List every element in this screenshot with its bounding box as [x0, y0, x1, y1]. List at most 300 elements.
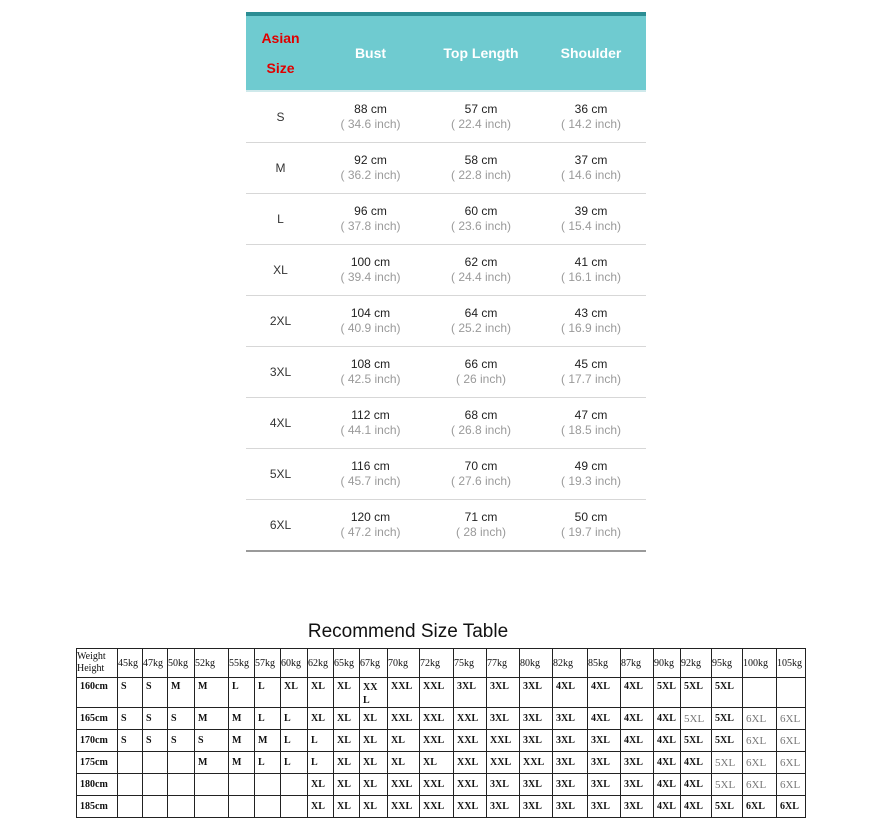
size-recommend-cell — [654, 796, 681, 818]
size-recommend-cell — [195, 752, 229, 774]
size-recommend-value: 3XL — [490, 801, 509, 812]
size-recommend-cell — [487, 752, 520, 774]
size-recommend-cell — [454, 796, 487, 818]
size-recommend-value: XL — [337, 801, 351, 812]
bust-inch: ( 37.8 inch) — [340, 219, 401, 233]
size-recommend-value: XL — [337, 779, 351, 790]
size-recommend-cell — [777, 708, 806, 730]
length-cm: 64 cm — [464, 306, 498, 320]
size-recommend-cell — [168, 774, 195, 796]
header-bust: Bust — [354, 45, 387, 61]
shoulder-cm: 47 cm — [574, 408, 608, 422]
length-inch: ( 28 inch) — [455, 525, 507, 539]
size-recommend-value: 5XL — [684, 712, 705, 725]
size-recommend-cell — [553, 730, 588, 752]
size-cell — [246, 92, 315, 142]
size-recommend-value: 5XL — [715, 756, 736, 769]
size-recommend-cell — [743, 730, 777, 752]
size-recommend-value: 4XL — [657, 801, 676, 812]
size-recommend-value: XL — [284, 681, 298, 692]
size-label: M — [275, 160, 286, 175]
weight-header: 92kg — [681, 649, 712, 678]
size-rows — [246, 92, 646, 552]
recommend-title: Recommend Size Table — [307, 621, 509, 642]
shoulder-inch: ( 15.4 inch) — [560, 219, 622, 233]
size-recommend-value: M — [198, 713, 208, 724]
size-recommend-value: 3XL — [523, 681, 542, 692]
length-cm: 71 cm — [464, 510, 498, 524]
size-recommend-cell — [681, 678, 712, 708]
size-recommend-cell — [229, 730, 255, 752]
weight-header-row — [77, 649, 806, 678]
size-recommend-cell — [588, 796, 621, 818]
size-recommend-value: 6XL — [746, 734, 767, 747]
size-recommend-value: L — [258, 757, 265, 768]
size-recommend-value: XL — [363, 713, 377, 724]
size-recommend-cell — [255, 708, 281, 730]
size-recommend-cell — [118, 708, 143, 730]
size-recommend-value: 4XL — [624, 681, 643, 692]
size-recommend-cell — [195, 708, 229, 730]
size-recommend-cell — [777, 730, 806, 752]
size-recommend-cell — [168, 752, 195, 774]
size-recommend-cell — [712, 752, 743, 774]
size-recommend-value: XL — [423, 757, 437, 768]
length-cm: 68 cm — [464, 408, 498, 422]
size-recommend-cell — [454, 730, 487, 752]
size-recommend-cell — [281, 752, 308, 774]
size-label: 4XL — [269, 415, 292, 430]
size-recommend-cell — [195, 730, 229, 752]
shoulder-cm: 36 cm — [574, 102, 608, 116]
size-recommend-cell — [520, 678, 553, 708]
size-label: L — [277, 211, 284, 226]
weight-header: 75kg — [454, 649, 487, 678]
length-cell — [426, 245, 536, 295]
size-recommend-cell — [520, 796, 553, 818]
shoulder-cell — [536, 143, 646, 193]
size-recommend-value: 3XL — [556, 713, 575, 724]
size-recommend-value: L — [232, 681, 239, 692]
height-value: 180cm — [80, 779, 108, 790]
shoulder-inch: ( 17.7 inch) — [560, 372, 622, 386]
size-recommend-value: 3XL — [523, 801, 542, 812]
size-recommend-value: 5XL — [715, 713, 734, 724]
size-recommend-value: XL — [311, 779, 325, 790]
size-recommend-value: M — [198, 757, 208, 768]
size-recommend-cell — [420, 708, 454, 730]
size-recommend-value: XL — [337, 757, 351, 768]
size-recommend-cell — [420, 730, 454, 752]
weight-header: 60kg — [281, 649, 308, 678]
weight-header: 77kg — [487, 649, 520, 678]
size-row — [246, 398, 646, 449]
size-recommend-cell — [588, 678, 621, 708]
bust-cm: 92 cm — [354, 153, 387, 167]
size-recommend-cell — [520, 730, 553, 752]
size-recommend-value: S — [121, 681, 127, 692]
bust-cm: 100 cm — [350, 255, 391, 269]
size-recommend-cell — [743, 708, 777, 730]
bust-cell — [315, 194, 426, 244]
size-recommend-cell — [388, 730, 420, 752]
shoulder-cm: 49 cm — [574, 459, 608, 473]
height-label — [77, 796, 118, 818]
shoulder-inch: ( 19.7 inch) — [560, 525, 622, 539]
size-recommend-value: XXL — [490, 757, 512, 768]
size-recommend-value: 4XL — [657, 713, 676, 724]
size-recommend-cell — [118, 752, 143, 774]
size-recommend-cell — [743, 752, 777, 774]
size-recommend-cell — [553, 796, 588, 818]
size-recommend-cell — [118, 774, 143, 796]
weight-header: 82kg — [553, 649, 588, 678]
size-recommend-value: XXL — [423, 681, 445, 692]
size-recommend-cell — [681, 796, 712, 818]
size-recommend-cell — [553, 708, 588, 730]
shoulder-cm: 43 cm — [574, 306, 608, 320]
bust-cell — [315, 92, 426, 142]
bust-cm: 120 cm — [350, 510, 391, 524]
length-cm: 66 cm — [464, 357, 498, 371]
size-recommend-cell — [621, 752, 654, 774]
size-cell — [246, 347, 315, 397]
height-row — [77, 708, 806, 730]
size-recommend-value: XX L — [363, 682, 378, 706]
size-recommend-cell — [454, 752, 487, 774]
size-recommend-value — [743, 678, 776, 681]
length-cell — [426, 500, 536, 550]
size-cell — [246, 194, 315, 244]
size-recommend-cell — [712, 708, 743, 730]
size-recommend-cell — [118, 730, 143, 752]
size-row — [246, 245, 646, 296]
size-recommend-value: M — [198, 681, 208, 692]
bust-cell — [315, 347, 426, 397]
weight-header: 47kg — [143, 649, 168, 678]
size-recommend-value: 5XL — [715, 681, 734, 692]
size-recommend-cell — [255, 678, 281, 708]
size-recommend-value: XL — [337, 681, 351, 692]
size-recommend-value: 5XL — [684, 735, 703, 746]
size-cell — [246, 398, 315, 448]
bust-cell — [315, 143, 426, 193]
size-recommend-cell — [621, 796, 654, 818]
shoulder-cell — [536, 347, 646, 397]
size-recommend-value: S — [121, 713, 127, 724]
size-recommend-cell — [621, 774, 654, 796]
length-inch: ( 23.6 inch) — [450, 219, 512, 233]
shoulder-cm: 37 cm — [574, 153, 608, 167]
size-recommend-cell — [281, 678, 308, 708]
length-inch: ( 27.6 inch) — [450, 474, 512, 488]
size-recommend-value: L — [258, 713, 265, 724]
length-cm: 62 cm — [464, 255, 498, 269]
size-recommend-value: 3XL — [556, 801, 575, 812]
size-recommend-cell — [681, 708, 712, 730]
size-recommend-cell — [118, 678, 143, 708]
size-recommend-cell — [681, 730, 712, 752]
size-recommend-value: 4XL — [684, 757, 703, 768]
size-recommend-value: 4XL — [684, 801, 703, 812]
size-recommend-value: 3XL — [624, 801, 643, 812]
size-recommend-value: M — [232, 757, 242, 768]
height-value: 165cm — [80, 713, 108, 724]
shoulder-cell — [536, 500, 646, 550]
size-recommend-cell — [308, 752, 334, 774]
size-recommend-value: XXL — [490, 735, 512, 746]
bust-cm: 88 cm — [354, 102, 387, 116]
weight-header: 105kg — [777, 649, 806, 678]
size-label: 6XL — [269, 517, 292, 532]
size-recommend-cell — [255, 752, 281, 774]
height-value: 170cm — [80, 735, 108, 746]
height-row — [77, 796, 806, 818]
corner-height-label: Height — [77, 663, 105, 674]
size-recommend-value: XXL — [457, 757, 479, 768]
size-recommend-cell — [229, 678, 255, 708]
size-recommend-value: 3XL — [624, 779, 643, 790]
size-label: 2XL — [269, 313, 292, 328]
size-cell — [246, 500, 315, 550]
bust-cm: 108 cm — [350, 357, 391, 371]
size-recommend-cell — [360, 774, 388, 796]
weight-header: 67kg — [360, 649, 388, 678]
size-recommend-cell — [487, 678, 520, 708]
size-recommend-value: 4XL — [556, 681, 575, 692]
size-recommend-value: 3XL — [556, 735, 575, 746]
size-recommend-cell — [255, 774, 281, 796]
size-recommend-cell — [420, 752, 454, 774]
size-recommend-value: 4XL — [591, 681, 610, 692]
shoulder-inch: ( 18.5 inch) — [560, 423, 622, 437]
size-recommend-value: XXL — [423, 735, 445, 746]
size-recommend-value: 4XL — [624, 713, 643, 724]
size-recommend-value: XL — [391, 757, 405, 768]
size-recommend-value: 4XL — [657, 735, 676, 746]
size-recommend-cell — [143, 730, 168, 752]
shoulder-cell — [536, 398, 646, 448]
size-recommend-value: 3XL — [490, 779, 509, 790]
size-recommend-value: S — [146, 681, 152, 692]
size-recommend-value: 3XL — [591, 735, 610, 746]
size-recommend-cell — [454, 774, 487, 796]
height-row — [77, 752, 806, 774]
size-recommend-cell — [420, 796, 454, 818]
weight-header: 50kg — [168, 649, 195, 678]
size-recommend-cell — [712, 796, 743, 818]
size-recommend-cell — [487, 796, 520, 818]
size-recommend-cell — [255, 796, 281, 818]
size-recommend-value: XXL — [457, 735, 479, 746]
size-recommend-cell — [588, 774, 621, 796]
size-recommend-cell — [621, 708, 654, 730]
size-recommend-cell — [118, 796, 143, 818]
size-recommend-value: 3XL — [523, 735, 542, 746]
size-recommend-value: 3XL — [591, 779, 610, 790]
weight-header: 95kg — [712, 649, 743, 678]
size-recommend-cell — [168, 708, 195, 730]
size-recommend-cell — [334, 752, 360, 774]
size-recommend-value: XL — [363, 779, 377, 790]
size-recommend-cell — [654, 752, 681, 774]
weight-header: 87kg — [621, 649, 654, 678]
size-label: XL — [273, 262, 288, 277]
size-recommend-cell — [388, 752, 420, 774]
size-recommend-cell — [681, 774, 712, 796]
size-recommend-value: 4XL — [591, 713, 610, 724]
size-recommend-value: XL — [311, 713, 325, 724]
size-recommend-value: XXL — [457, 801, 479, 812]
height-value: 175cm — [80, 757, 108, 768]
size-recommend-value: 6XL — [780, 712, 801, 725]
shoulder-cell — [536, 245, 646, 295]
weight-header: 52kg — [195, 649, 229, 678]
bust-cell — [315, 449, 426, 499]
size-recommend-cell — [553, 678, 588, 708]
length-cm: 58 cm — [464, 153, 498, 167]
size-recommend-value: 3XL — [556, 779, 575, 790]
size-recommend-cell — [777, 678, 806, 708]
bust-inch: ( 34.6 inch) — [340, 117, 401, 131]
length-inch: ( 26.8 inch) — [450, 423, 512, 437]
size-recommend-value: XXL — [523, 757, 545, 768]
shoulder-cell — [536, 194, 646, 244]
bust-inch: ( 44.1 inch) — [340, 423, 401, 437]
size-recommend-cell — [654, 774, 681, 796]
shoulder-inch: ( 16.1 inch) — [560, 270, 622, 284]
size-recommend-value: XXL — [423, 801, 445, 812]
weight-header: 45kg — [118, 649, 143, 678]
size-recommend-value: XXL — [391, 681, 413, 692]
size-recommend-cell — [588, 752, 621, 774]
size-recommend-cell — [621, 678, 654, 708]
bust-inch: ( 47.2 inch) — [340, 525, 401, 539]
size-row — [246, 143, 646, 194]
size-recommend-cell — [229, 796, 255, 818]
size-recommend-value: S — [171, 735, 177, 746]
size-recommend-value: XXL — [391, 779, 413, 790]
shoulder-inch: ( 16.9 inch) — [560, 321, 622, 335]
size-recommend-value: 6XL — [780, 734, 801, 747]
size-recommend-cell — [777, 796, 806, 818]
size-recommend-value: 4XL — [657, 779, 676, 790]
size-recommend-cell — [143, 774, 168, 796]
size-row — [246, 449, 646, 500]
corner-cell — [77, 649, 118, 678]
size-recommend-cell — [334, 678, 360, 708]
size-recommend-value: XXL — [391, 713, 413, 724]
size-recommend-cell — [334, 708, 360, 730]
size-recommend-value: XL — [311, 801, 325, 812]
size-recommend-value: L — [311, 735, 318, 746]
size-cell — [246, 296, 315, 346]
size-recommend-cell — [712, 730, 743, 752]
size-label: 3XL — [269, 364, 292, 379]
height-label — [77, 678, 118, 708]
length-cell — [426, 92, 536, 142]
bust-cm: 104 cm — [350, 306, 391, 320]
size-recommend-cell — [388, 774, 420, 796]
size-recommend-cell — [334, 774, 360, 796]
size-recommend-value: 3XL — [490, 713, 509, 724]
size-recommend-value: 5XL — [684, 681, 703, 692]
shoulder-cm: 39 cm — [574, 204, 608, 218]
size-recommend-cell — [777, 774, 806, 796]
size-recommend-cell — [520, 752, 553, 774]
size-recommend-value: XXL — [391, 801, 413, 812]
size-recommend-cell — [520, 774, 553, 796]
weight-header: 100kg — [743, 649, 777, 678]
size-recommend-cell — [777, 752, 806, 774]
size-recommend-cell — [388, 796, 420, 818]
size-cell — [246, 143, 315, 193]
size-recommend-value — [777, 678, 805, 681]
size-recommend-cell — [168, 730, 195, 752]
size-recommend-cell — [360, 708, 388, 730]
size-recommend-value: XXL — [457, 779, 479, 790]
height-label — [77, 708, 118, 730]
size-recommend-cell — [195, 796, 229, 818]
size-recommend-cell — [360, 752, 388, 774]
length-cm: 70 cm — [464, 459, 498, 473]
bust-cell — [315, 500, 426, 550]
height-label — [77, 752, 118, 774]
size-recommend-cell — [229, 708, 255, 730]
size-recommend-cell — [487, 774, 520, 796]
size-recommend-value: 3XL — [457, 681, 476, 692]
size-recommend-cell — [334, 796, 360, 818]
size-recommend-value: 4XL — [684, 779, 703, 790]
height-row — [77, 774, 806, 796]
size-recommend-cell — [454, 708, 487, 730]
bust-cell — [315, 398, 426, 448]
size-recommend-value: 6XL — [780, 778, 801, 791]
bust-inch: ( 36.2 inch) — [340, 168, 401, 182]
size-recommend-value: XXL — [457, 713, 479, 724]
size-recommend-value: 3XL — [591, 757, 610, 768]
size-recommend-cell — [360, 796, 388, 818]
length-cell — [426, 143, 536, 193]
length-cell — [426, 296, 536, 346]
header-size-label: Size — [266, 60, 295, 76]
size-recommend-cell — [308, 796, 334, 818]
size-recommend-cell — [553, 752, 588, 774]
bust-inch: ( 39.4 inch) — [340, 270, 401, 284]
size-recommend-cell — [308, 774, 334, 796]
weight-header: 90kg — [654, 649, 681, 678]
size-recommend-value: XL — [363, 757, 377, 768]
size-recommend-cell — [143, 796, 168, 818]
size-recommend-value: 5XL — [657, 681, 676, 692]
size-recommend-cell — [195, 774, 229, 796]
shoulder-cell — [536, 296, 646, 346]
corner-weight-label: Weight — [77, 651, 106, 662]
size-recommend-cell — [308, 678, 334, 708]
shoulder-cell — [536, 449, 646, 499]
size-recommend-value: 3XL — [591, 801, 610, 812]
bust-cm: 116 cm — [351, 459, 390, 473]
size-row — [246, 347, 646, 398]
size-chart — [246, 12, 646, 552]
size-recommend-value: M — [258, 735, 268, 746]
size-recommend-cell — [195, 678, 229, 708]
length-cell — [426, 347, 536, 397]
size-recommend-cell — [743, 774, 777, 796]
size-recommend-cell — [308, 708, 334, 730]
size-recommend-cell — [681, 752, 712, 774]
size-recommend-value: 5XL — [715, 735, 734, 746]
